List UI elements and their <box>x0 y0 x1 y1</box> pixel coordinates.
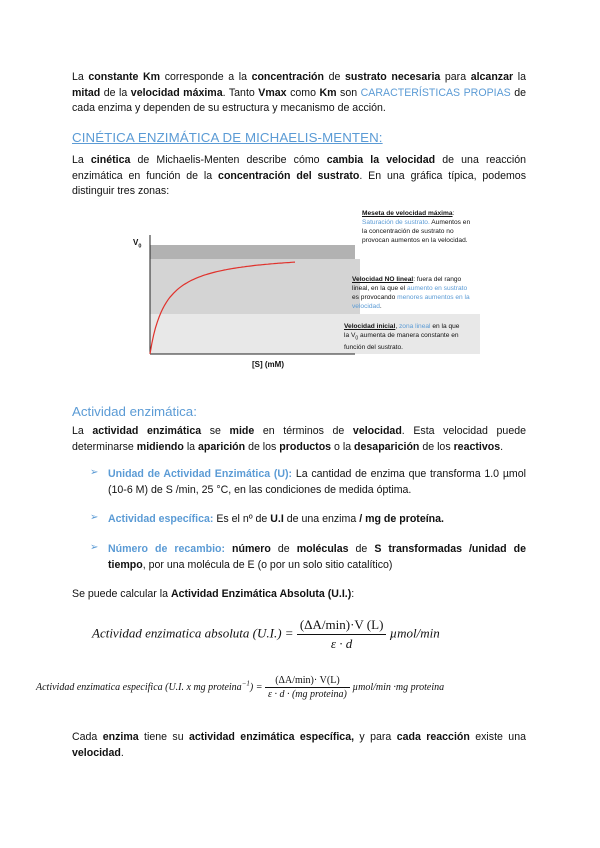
bullet-actividad-especifica: Actividad específica: Es el nº de U.I de una enzima / mg de proteína. <box>108 513 444 525</box>
formula-actividad-absoluta: Actividad enzimatica absoluta (U.I.) = $\frac{(\Delta A/\min)\cdot V (L)}{\varepsilon \cdot d}$ µmol/min <box>92 617 440 651</box>
paragraph-actividad: La actividad enzimática se mide en términos de velocidad. Esta velocidad puede determinarse midiendo la aparición de los productos o la desaparición de los reactivos. <box>72 425 526 453</box>
bullet-arrow-icon: ➢ <box>90 512 99 523</box>
x-axis-label: [S] (mM) <box>252 360 284 369</box>
michaelis-menten-chart <box>130 205 480 375</box>
zone-plateau-band <box>150 245 355 259</box>
paragraph-km-definition: La constante Km corresponde a la concentración de sustrato necesaria para alcanzar la mitad de la velocidad máxima. Tanto Vmax como Km son CARACTERÍSTICAS PROPIAS de cada enzima y dependen de su estructura y mecanismo de acción. <box>72 71 526 114</box>
heading-actividad-enzimatica: Actividad enzimática: <box>72 404 197 419</box>
paragraph-calculo: Se puede calcular la Actividad Enzimática Absoluta (U.I.): <box>72 588 355 600</box>
heading-michaelis-menten: CINÉTICA ENZIMÁTICA DE MICHAELIS-MENTEN: <box>72 130 383 145</box>
annotation-initial: Velocidad inicial, zona lineal en la que la $V_0$ aumenta de manera constante en función del sustrato. <box>344 323 460 352</box>
annotation-plateau: Meseta de velocidad máxima: Saturación de sustrato. Aumentos en la concentración de sustrato no provocan aumentos en la velocidad. <box>362 210 471 244</box>
formula2-fraction: $\frac{(\Delta A/\min)\cdot V(L)}{\text{ε · d · (mg proteina)}}$ <box>265 675 350 700</box>
paragraph-kinetics: La cinética de Michaelis-Menten describe cómo cambia la velocidad de una reacción enzimática en función de la concentración del sustrato. En una gráfica típica, podemos distinguir tres zonas: <box>72 154 526 197</box>
y-axis-label: $V_0$ <box>133 238 142 250</box>
bullet-unidad-actividad: Unidad de Actividad Enzimática (U): La cantidad de enzima que transforma 1.0 µmol (10-6 M) de S /min, 25 °C, en las condiciones de medida óptima. <box>108 468 526 496</box>
formula-actividad-especifica: Actividad enzimatica especifica (U.I. x mg proteina$^{-1}$) = $\frac{(\Delta A/\min)\cdot V(L)}{\text{ε · d · (mg proteina)}}$ µmol/min ·mg proteina <box>36 675 445 700</box>
bullet-numero-recambio: Número de recambio: número de moléculas de S transformadas /unidad de tiempo, por una molécula de E (o por un solo sitio catalítico) <box>108 543 527 571</box>
bullet-arrow-icon: ➢ <box>90 542 99 553</box>
annotation-nonlinear: Velocidad NO lineal: fuera del rango lineal, en la que el aumento en sustrato es provocando menores aumentos en la velocidad. <box>352 276 470 310</box>
paragraph-conclusion: Cada enzima tiene su actividad enzimática específica, y para cada reacción existe una velocidad. <box>72 731 526 759</box>
formula1-fraction: $\frac{(\Delta A/\min)\cdot V (L)}{\varepsilon \cdot d}$ <box>297 617 387 652</box>
bullet-arrow-icon: ➢ <box>90 467 99 478</box>
